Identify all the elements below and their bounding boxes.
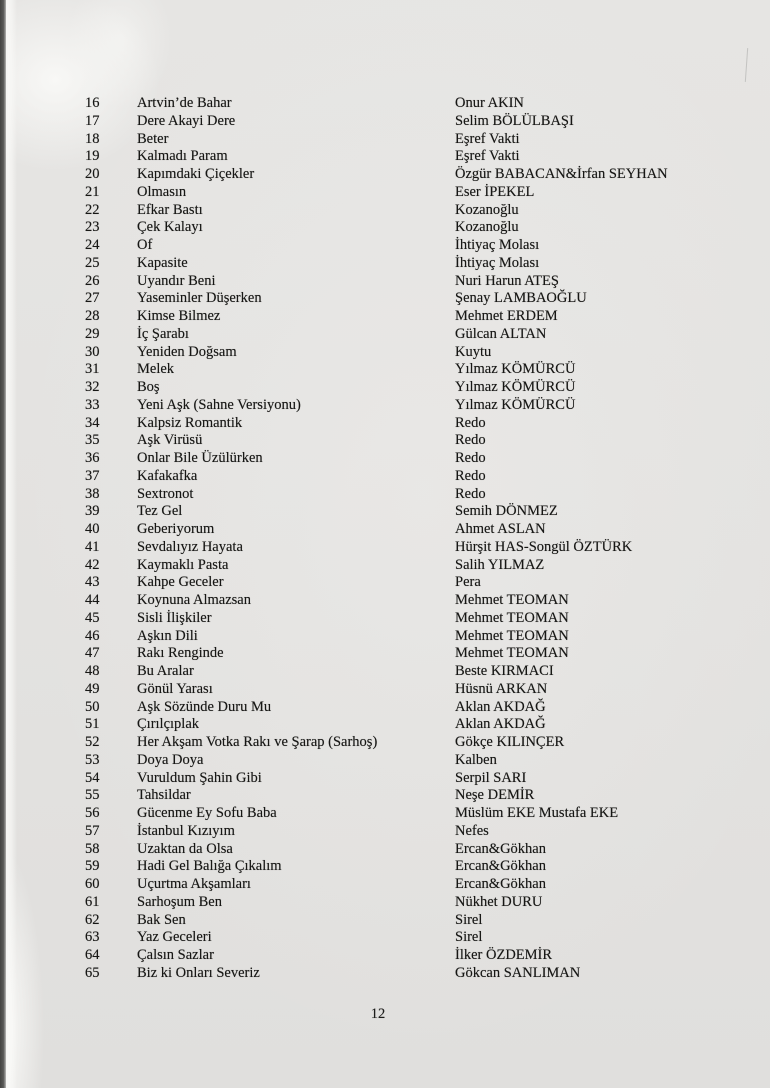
track-number: 36 xyxy=(85,450,100,466)
table-row xyxy=(0,663,770,681)
table-row xyxy=(0,273,770,291)
artist-name: Ercan&Gökhan xyxy=(455,876,546,892)
track-number: 55 xyxy=(85,787,100,804)
track-number: 40 xyxy=(85,521,100,537)
track-number: 43 xyxy=(85,574,100,591)
song-title: Geberiyorum xyxy=(137,521,215,537)
table-row xyxy=(0,965,770,983)
track-number: 51 xyxy=(85,716,100,733)
song-title: Sextronot xyxy=(137,485,194,502)
table-row xyxy=(0,184,770,202)
table-row xyxy=(0,557,770,575)
song-list xyxy=(0,95,770,983)
track-number: 17 xyxy=(85,112,100,129)
track-number: 19 xyxy=(85,148,100,165)
song-title: Uyandır Beni xyxy=(137,272,216,289)
song-title: Biz ki Onları Severiz xyxy=(137,964,260,981)
song-title: Tez Gel xyxy=(137,503,183,520)
table-row xyxy=(0,468,770,486)
track-number: 29 xyxy=(85,325,100,342)
table-row xyxy=(0,450,770,468)
table-row xyxy=(0,805,770,823)
track-number: 16 xyxy=(85,95,100,111)
song-title: İç Şarabı xyxy=(137,325,189,342)
track-number: 47 xyxy=(85,645,100,662)
table-row xyxy=(0,947,770,965)
track-number: 27 xyxy=(85,290,100,307)
track-number: 54 xyxy=(85,769,100,786)
track-number: 34 xyxy=(85,414,100,431)
track-number: 48 xyxy=(85,663,100,679)
artist-name: Nuri Harun ATEŞ xyxy=(455,272,559,289)
song-title: Çırılçıplak xyxy=(137,716,200,733)
artist-name: Serpil SARI xyxy=(455,769,527,786)
table-row xyxy=(0,823,770,841)
artist-name: Redo xyxy=(455,432,486,449)
song-title: Sarhoşum Ben xyxy=(137,893,222,910)
track-number: 23 xyxy=(85,219,100,236)
track-number: 52 xyxy=(85,734,100,750)
song-title: Aşk Sözünde Duru Mu xyxy=(137,698,272,715)
track-number: 25 xyxy=(85,254,100,271)
song-title: Rakı Renginde xyxy=(137,645,224,662)
artist-name: Eser İPEKEL xyxy=(455,183,535,200)
artist-name: Yılmaz KÖMÜRCÜ xyxy=(455,361,576,378)
artist-name: Redo xyxy=(455,450,486,466)
track-number: 58 xyxy=(85,840,100,857)
track-number: 22 xyxy=(85,201,100,218)
song-title: Aşk Virüsü xyxy=(137,432,203,449)
artist-name: Sirel xyxy=(455,929,483,946)
table-row xyxy=(0,574,770,592)
artist-name: Kalben xyxy=(455,751,497,768)
song-title: Melek xyxy=(137,361,175,378)
artist-name: Eşref Vakti xyxy=(455,148,520,165)
song-title: Boş xyxy=(137,379,160,395)
song-title: Çek Kalayı xyxy=(137,219,203,236)
table-row xyxy=(0,486,770,504)
track-number: 60 xyxy=(85,876,100,892)
table-row xyxy=(0,308,770,326)
table-row xyxy=(0,503,770,521)
song-title: Bu Aralar xyxy=(137,663,194,679)
track-number: 32 xyxy=(85,379,100,395)
song-title: Bak Sen xyxy=(137,911,186,928)
track-number: 63 xyxy=(85,929,100,946)
song-title: Kalmadı Param xyxy=(137,148,228,165)
artist-name: Nefes xyxy=(455,822,489,839)
song-title: Sevdalıyız Hayata xyxy=(137,538,243,555)
table-row xyxy=(0,645,770,663)
artist-name: Mehmet TEOMAN xyxy=(455,627,569,644)
table-row xyxy=(0,166,770,184)
track-number: 46 xyxy=(85,627,100,644)
table-row xyxy=(0,397,770,415)
artist-name: Redo xyxy=(455,485,486,502)
table-row xyxy=(0,876,770,894)
song-title: Kapasite xyxy=(137,254,188,271)
artist-name: Onur AKIN xyxy=(455,95,524,111)
track-number: 64 xyxy=(85,947,100,963)
track-number: 61 xyxy=(85,893,100,910)
song-title: Vuruldum Şahin Gibi xyxy=(137,769,262,786)
song-title: Koynuna Almazsan xyxy=(137,592,251,608)
track-number: 28 xyxy=(85,308,100,324)
table-row xyxy=(0,415,770,433)
artist-name: Kozanoğlu xyxy=(455,201,519,218)
table-row xyxy=(0,361,770,379)
artist-name: Ahmet ASLAN xyxy=(455,521,546,537)
table-row xyxy=(0,290,770,308)
artist-name: Kozanoğlu xyxy=(455,219,519,236)
track-number: 53 xyxy=(85,751,100,768)
track-number: 50 xyxy=(85,698,100,715)
artist-name: Redo xyxy=(455,467,486,484)
artist-name: Ercan&Gökhan xyxy=(455,840,546,857)
table-row xyxy=(0,432,770,450)
song-title: Çalsın Sazlar xyxy=(137,947,214,963)
song-title: Uzaktan da Olsa xyxy=(137,840,233,857)
artist-name: Beste KIRMACI xyxy=(455,663,554,679)
table-row xyxy=(0,344,770,362)
track-number: 39 xyxy=(85,503,100,520)
song-title: Uçurtma Akşamları xyxy=(137,876,251,892)
table-row xyxy=(0,912,770,930)
track-number: 49 xyxy=(85,680,100,697)
track-number: 18 xyxy=(85,130,100,147)
song-title: Onlar Bile Üzülürken xyxy=(137,450,263,466)
table-row xyxy=(0,716,770,734)
song-title: Yaz Geceleri xyxy=(137,929,212,946)
artist-name: Özgür BABACAN&İrfan SEYHAN xyxy=(455,166,668,182)
song-title: Olmasın xyxy=(137,183,187,200)
artist-name: Şenay LAMBAOĞLU xyxy=(455,290,587,307)
track-number: 30 xyxy=(85,343,100,360)
artist-name: Kuytu xyxy=(455,343,492,360)
table-row xyxy=(0,894,770,912)
track-number: 20 xyxy=(85,166,100,182)
table-row xyxy=(0,219,770,237)
table-row xyxy=(0,326,770,344)
table-row xyxy=(0,858,770,876)
song-title: Kafakafka xyxy=(137,467,198,484)
table-row xyxy=(0,699,770,717)
track-number: 56 xyxy=(85,805,100,821)
track-number: 35 xyxy=(85,432,100,449)
track-number: 21 xyxy=(85,183,100,200)
table-row xyxy=(0,379,770,397)
track-number: 65 xyxy=(85,964,100,981)
artist-name: Mehmet TEOMAN xyxy=(455,592,569,608)
table-row xyxy=(0,681,770,699)
table-row xyxy=(0,521,770,539)
artist-name: Redo xyxy=(455,414,486,431)
track-number: 26 xyxy=(85,272,100,289)
song-title: Kapımdaki Çiçekler xyxy=(137,166,255,182)
artist-name: Gökcan SANLIMAN xyxy=(455,964,581,981)
track-number: 38 xyxy=(85,485,100,502)
table-row xyxy=(0,610,770,628)
table-row xyxy=(0,131,770,149)
artist-name: Selim BÖLÜLBAŞI xyxy=(455,112,574,129)
table-row xyxy=(0,628,770,646)
song-title: Sisli İlişkiler xyxy=(137,609,212,626)
artist-name: İhtiyaç Molası xyxy=(455,254,540,271)
artist-name: Pera xyxy=(455,574,481,591)
song-title: Gücenme Ey Sofu Baba xyxy=(137,805,277,821)
table-row xyxy=(0,752,770,770)
artist-name: Yılmaz KÖMÜRCÜ xyxy=(455,396,576,413)
artist-name: Mehmet TEOMAN xyxy=(455,645,569,662)
track-number: 33 xyxy=(85,396,100,413)
artist-name: Gökçe KILINÇER xyxy=(455,734,565,750)
track-number: 57 xyxy=(85,822,100,839)
song-title: Hadi Gel Balığa Çıkalım xyxy=(137,858,282,875)
track-number: 41 xyxy=(85,538,100,555)
song-title: Beter xyxy=(137,130,169,147)
track-number: 45 xyxy=(85,609,100,626)
song-title: Artvin’de Bahar xyxy=(137,95,232,111)
table-row xyxy=(0,113,770,131)
track-number: 24 xyxy=(85,237,100,253)
table-row xyxy=(0,787,770,805)
artist-name: Gülcan ALTAN xyxy=(455,325,547,342)
song-title: Her Akşam Votka Rakı ve Şarap (Sarhoş) xyxy=(137,734,378,750)
track-number: 44 xyxy=(85,592,100,608)
song-title: Yeniden Doğsam xyxy=(137,343,237,360)
table-row xyxy=(0,770,770,788)
table-row xyxy=(0,539,770,557)
song-title: Efkar Bastı xyxy=(137,201,203,218)
song-title: Tahsildar xyxy=(137,787,191,804)
track-number: 59 xyxy=(85,858,100,875)
artist-name: Eşref Vakti xyxy=(455,130,520,147)
table-row xyxy=(0,255,770,273)
artist-name: İhtiyaç Molası xyxy=(455,237,540,253)
song-title: Yaseminler Düşerken xyxy=(137,290,262,307)
track-number: 31 xyxy=(85,361,100,378)
artist-name: Nükhet DURU xyxy=(455,893,543,910)
song-title: Dere Akayi Dere xyxy=(137,112,236,129)
artist-name: Neşe DEMİR xyxy=(455,787,535,804)
song-title: Yeni Aşk (Sahne Versiyonu) xyxy=(137,396,301,413)
song-title: Doya Doya xyxy=(137,751,204,768)
artist-name: Müslüm EKE Mustafa EKE xyxy=(455,805,619,821)
song-title: Kaymaklı Pasta xyxy=(137,556,229,573)
table-row xyxy=(0,929,770,947)
table-row xyxy=(0,148,770,166)
song-title: İstanbul Kızıyım xyxy=(137,822,235,839)
artist-name: Hüsnü ARKAN xyxy=(455,680,548,697)
track-number: 42 xyxy=(85,556,100,573)
artist-name: Sirel xyxy=(455,911,483,928)
artist-name: Aklan AKDAĞ xyxy=(455,716,546,733)
song-title: Kahpe Geceler xyxy=(137,574,224,591)
table-row xyxy=(0,237,770,255)
artist-name: Mehmet TEOMAN xyxy=(455,609,569,626)
artist-name: Mehmet ERDEM xyxy=(455,308,558,324)
song-title: Of xyxy=(137,237,153,253)
artist-name: Yılmaz KÖMÜRCÜ xyxy=(455,379,576,395)
artist-name: Ercan&Gökhan xyxy=(455,858,546,875)
artist-name: Hürşit HAS-Songül ÖZTÜRK xyxy=(455,538,633,555)
song-title: Kalpsiz Romantik xyxy=(137,414,243,431)
song-title: Aşkın Dili xyxy=(137,627,198,644)
song-title: Gönül Yarası xyxy=(137,680,213,697)
table-row xyxy=(0,202,770,220)
table-row xyxy=(0,734,770,752)
artist-name: Salih YILMAZ xyxy=(455,556,545,573)
table-row xyxy=(0,95,770,113)
artist-name: Aklan AKDAĞ xyxy=(455,698,546,715)
artist-name: Semih DÖNMEZ xyxy=(455,503,558,520)
song-title: Kimse Bilmez xyxy=(137,308,221,324)
table-row xyxy=(0,592,770,610)
page-number: 12 xyxy=(370,1006,386,1022)
track-number: 37 xyxy=(85,467,100,484)
artist-name: İlker ÖZDEMİR xyxy=(455,947,553,963)
table-row xyxy=(0,841,770,859)
scan-artifact xyxy=(745,48,748,82)
track-number: 62 xyxy=(85,911,100,928)
